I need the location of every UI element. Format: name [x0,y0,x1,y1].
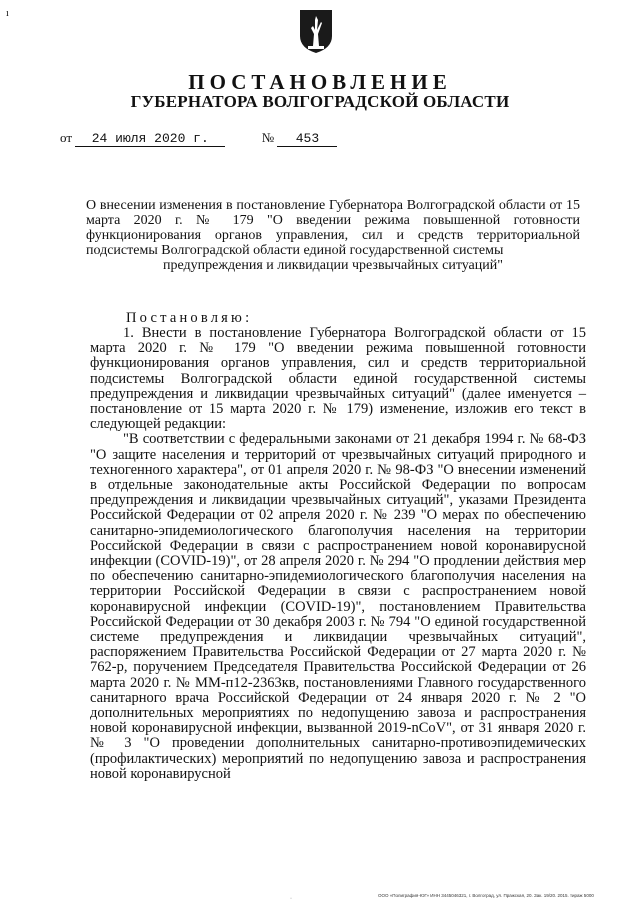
document-body [90,326,586,782]
printer-imprint: ООО «Полиграфия-ЮГ» ИНН 3445046321, г. Волгоград, ул. Пражская, 20. Зак. 19/20. 2015. тираж 5000 [378,893,594,898]
paragraph-1: 1. Внести в постановление Губернатора Волгоградской области от 15 марта 2020 г. № 179 "О введении режима повышенной готовности функционирования органов управления, сил и средств территориальной подсистемы Волгоградской области единой государственной системы предупреждения и ликвидации чрезвычайных ситуаций" (далее именуется – постановление от 15 марта 2020 г. № 179) изменение, изложив его текст в следующей редакции: [90,325,586,433]
document-subtitle: ГУБЕРНАТОРА ВОЛГОГРАДСКОЙ ОБЛАСТИ [130,92,510,111]
document-title: ПОСТАНОВЛЕНИЕ [188,70,452,94]
corner-mark: ı [6,8,9,19]
decree-word: Постановляю: [126,310,253,326]
scan-dot: · [290,896,292,902]
date-field: 24 июля 2020 г. [75,132,225,147]
subject-text: О внесении изменения в постановление Губернатора Волгоградской области от 15 марта 2020 г. № 179 "О введении режима повышенной готовности функционирования органов управления, сил и средств территориальной подсистемы Волгоградской области единой государственной системы [86,198,580,258]
date-prefix: от [60,130,73,145]
number-sign: № [261,130,275,145]
dateline [60,130,337,147]
number-field: 453 [277,132,337,147]
subject-last-line: предупреждения и ликвидации чрезвычайных ситуаций" [163,258,503,273]
paragraph-2: "В соответствии с федеральными законами от 21 декабря 1994 г. № 68-ФЗ "О защите населения и территорий от чрезвычайных ситуаций природного и техногенного характера", от 01 апреля 2020 г. № 98-ФЗ "О внесении изменений в отдельные законодательные акты Российской Федерации по вопросам предупреждения и ликвидации чрезвычайных ситуаций", указами Президента Российской Федерации от 02 апреля 2020 г. № 239 "О мерах по обеспечению санитарно-эпидемиологического благополучия населения на территории Российской Федерации в связи с распространением новой коронавирусной инфекции (COVID-19)", от 28 апреля 2020 г. № 294 "О продлении действия мер по обеспечению санитарно-эпидемиологического благополучия населения на территории Российской Федерации в связи с распространением новой коронавирусной инфекции (COVID-19)", постановлением Правительства Российской Федерации от 30 декабря 2003 г. № 794 "О единой государственной системе предупреждения и ликвидации чрезвычайных ситуаций", распоряжением Правительства Российской Федерации от 27 марта 2020 г. № 762-р, поручением Председателя Правительства Российской Федерации от 26 марта 2020 г. № ММ-п12-2363кв, постановлениями Главного государственного санитарного врача Российской Федерации от 24 января 2020 г. № 2 "О дополнительных мероприятиях по недопущению завоза и распространения новой коронавирусной инфекции, вызванной 2019-nCoV", от 31 января 2020 г. № 3 "О проведении дополнительных санитарно-противоэпидемических (профилактических) мероприятий по недопущению завоза и распространения новой коронавирусной [90,431,586,782]
document-subject [86,198,580,273]
coat-of-arms-icon [298,8,334,54]
